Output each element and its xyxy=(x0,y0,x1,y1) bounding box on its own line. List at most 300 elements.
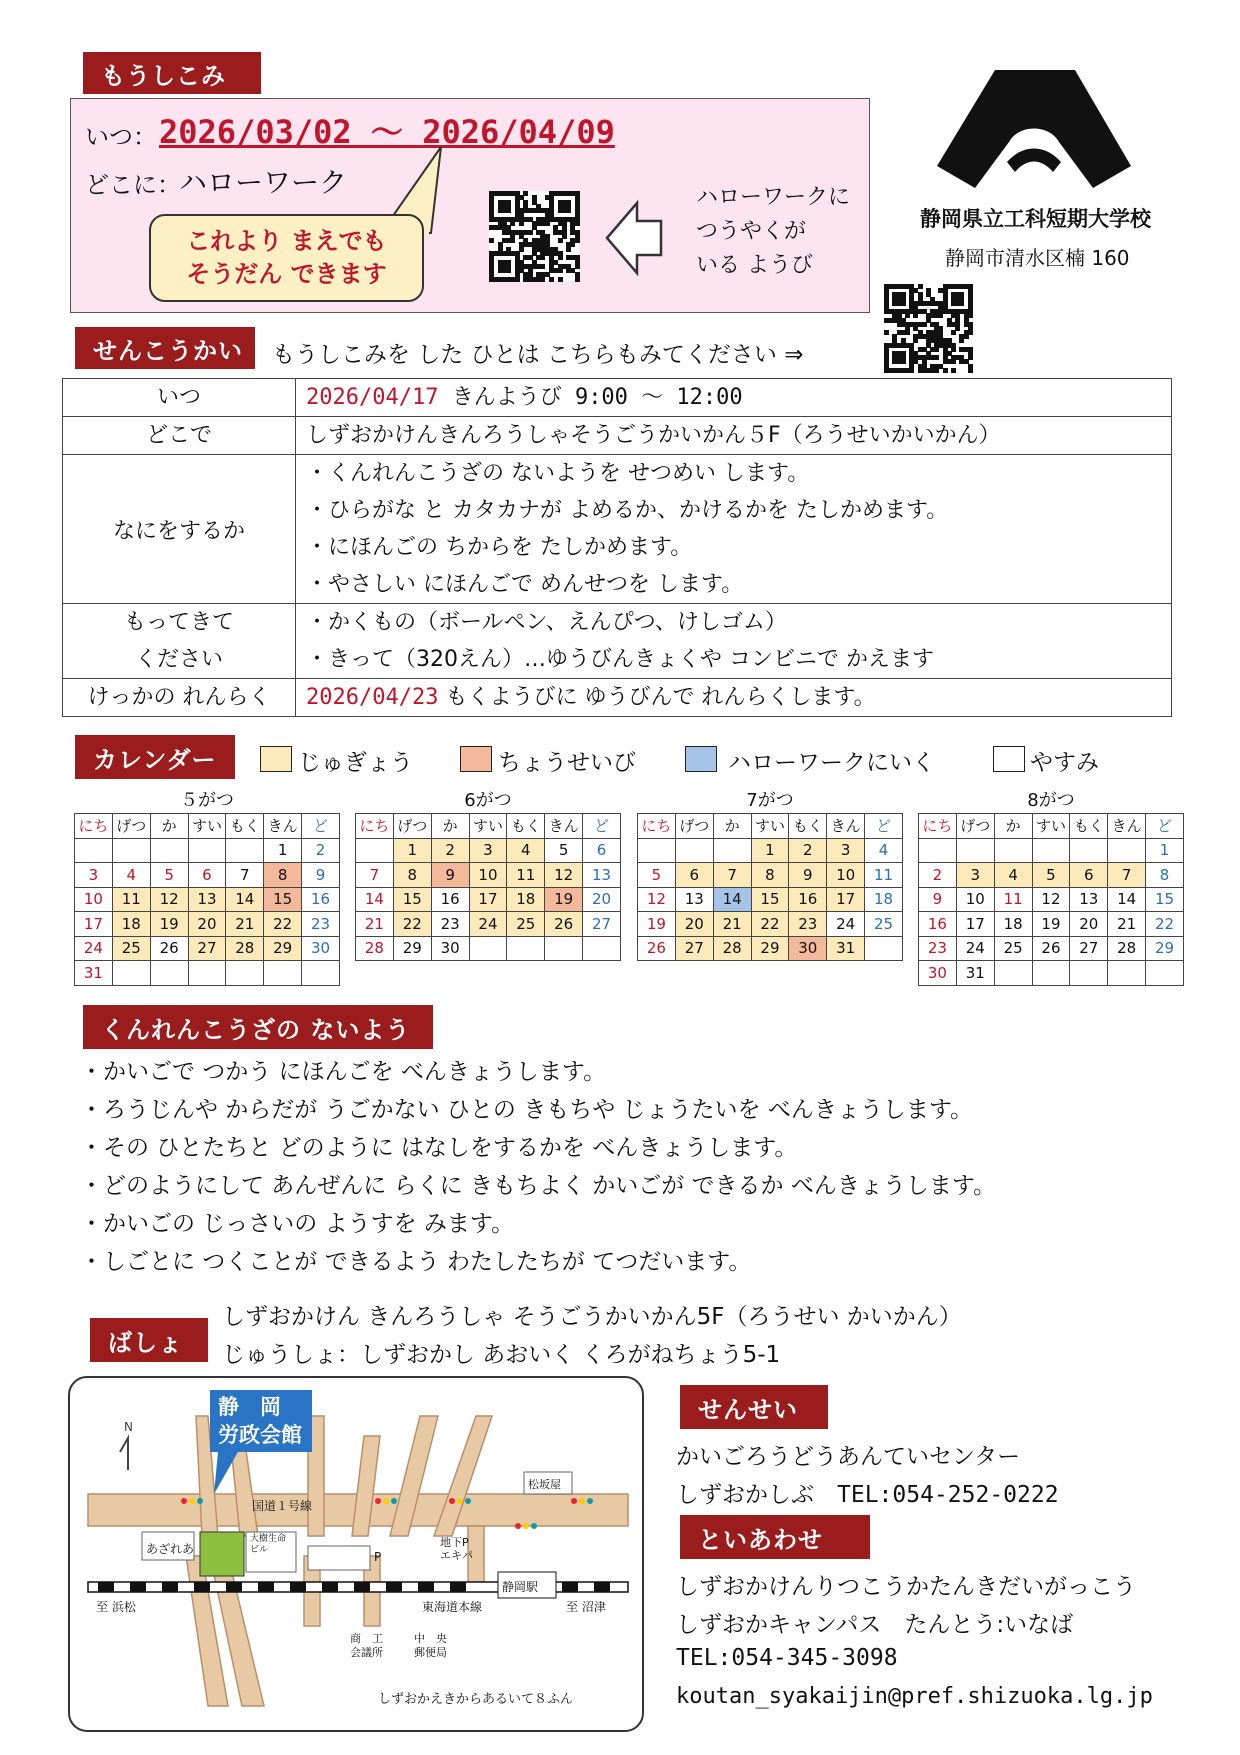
calendar-day: 2 xyxy=(789,838,827,863)
bring-value xyxy=(296,604,1172,679)
session-date: 2026/04/17 xyxy=(306,385,439,410)
calendar-day: 30 xyxy=(789,936,827,961)
what-item-1: ・くんれんこうざの ないようを せつめい します。 xyxy=(306,461,810,486)
apply-where-label: どこに： xyxy=(85,171,181,199)
calendar-day: 19 xyxy=(1032,912,1070,937)
calendar-day xyxy=(469,936,507,961)
calendar-day xyxy=(865,936,903,961)
qr-module xyxy=(943,368,948,373)
qr-module xyxy=(951,368,956,373)
calendar-day: 13 xyxy=(583,863,621,888)
result-date: 2026/04/23 xyxy=(306,685,439,710)
legend-off-label: やすみ xyxy=(1030,750,1099,776)
calendar-day: 1 xyxy=(264,838,302,863)
qr-module xyxy=(959,338,964,343)
map-matsuzakaya: 松坂屋 xyxy=(528,1478,561,1491)
qr-module xyxy=(545,221,550,226)
calendar-day: 6 xyxy=(583,838,621,863)
contact-tag: といあわせ xyxy=(680,1515,870,1559)
calendar-tag: カレンダー xyxy=(75,735,235,779)
calendar-day: 6 xyxy=(188,863,226,888)
calendar-month xyxy=(637,789,903,961)
place-line-1: しずおかけん きんろうしゃ そうごうかいかん5F（ろうせい かいかん） xyxy=(222,1304,962,1330)
calendar-day: 22 xyxy=(1146,912,1184,937)
map-parking: P xyxy=(374,1550,382,1564)
calendar-day: 4 xyxy=(994,863,1032,888)
calendar-day: 16 xyxy=(431,887,469,912)
calendar-day xyxy=(919,838,957,863)
calendar-day: 13 xyxy=(675,887,713,912)
teacher-line-2: しずおかしぶ TEL:054-252-0222 xyxy=(676,1482,1059,1508)
hellowork-note-2: つうやくが xyxy=(696,219,807,244)
map-to-numazu: 至 沼津 xyxy=(566,1600,606,1614)
calendar-day: 8 xyxy=(751,863,789,888)
map-chamber xyxy=(350,1632,383,1660)
course-item: ・その ひとたちと どのように はなしをするかを べんきょうします。 xyxy=(80,1135,798,1161)
calendar-day xyxy=(188,961,226,986)
calendar-day: 22 xyxy=(751,912,789,937)
calendar-day: 25 xyxy=(865,912,903,937)
legend-off-swatch xyxy=(993,746,1025,772)
weekday-header: きん xyxy=(827,814,865,839)
calendar-day xyxy=(994,961,1032,986)
qr-module xyxy=(938,313,943,318)
calendar-day: 24 xyxy=(827,912,865,937)
calendar-day: 1 xyxy=(751,838,789,863)
calendar-day: 30 xyxy=(919,961,957,986)
session-tag: せんこうかい xyxy=(75,327,255,369)
calendar-day xyxy=(956,838,994,863)
calendar-day: 18 xyxy=(112,912,150,937)
legend-adjust-swatch xyxy=(460,746,492,772)
weekday-header: げつ xyxy=(956,814,994,839)
map-underground-2: エキパ xyxy=(440,1549,473,1562)
calendar-day: 10 xyxy=(956,887,994,912)
bubble-line-1: これより まえでも xyxy=(186,227,387,255)
calendar-day: 24 xyxy=(956,936,994,961)
calendar-month-title: ５がつ xyxy=(180,790,234,811)
calendar-month xyxy=(918,789,1184,986)
qr-module xyxy=(540,277,545,282)
calendar-day: 22 xyxy=(264,912,302,937)
weekday-header: もく xyxy=(789,814,827,839)
map-building-label xyxy=(218,1393,302,1449)
calendar-day: 25 xyxy=(112,936,150,961)
weekday-header: げつ xyxy=(393,814,431,839)
calendar-day: 14 xyxy=(1108,887,1146,912)
calendar-day: 21 xyxy=(1108,912,1146,937)
calendar-day: 2 xyxy=(431,838,469,863)
calendar-day: 7 xyxy=(1108,863,1146,888)
calendar-day: 29 xyxy=(1146,936,1184,961)
calendar-day: 11 xyxy=(994,887,1032,912)
map-walk: しずおかえきからあるいて８ふん xyxy=(378,1692,574,1707)
hellowork-note-1: ハローワークに xyxy=(696,185,851,210)
weekday-header: きん xyxy=(264,814,302,839)
calendar-day: 7 xyxy=(713,863,751,888)
calendar-day xyxy=(1032,961,1070,986)
calendar-day xyxy=(545,936,583,961)
school-name: 静岡県立工科短期大学校 xyxy=(920,207,1151,231)
calendar-day xyxy=(226,961,264,986)
calendar-day: 7 xyxy=(226,863,264,888)
calendar-day: 13 xyxy=(1070,887,1108,912)
calendar-day: 5 xyxy=(545,838,583,863)
shizuoka-prefecture-logo-icon xyxy=(935,62,1133,194)
calendar-day: 8 xyxy=(1146,863,1184,888)
calendar-day: 17 xyxy=(827,887,865,912)
qr-module xyxy=(558,268,563,273)
calendar-day: 3 xyxy=(827,838,865,863)
place-line-2: じゅうしょ：しずおかし あおいく くろがねちょう5-1 xyxy=(222,1342,781,1368)
contact-email[interactable]: koutan_syakaijin@pref.shizuoka.lg.jp xyxy=(676,1684,1153,1709)
calendar-day: 11 xyxy=(112,887,150,912)
calendar-day xyxy=(264,961,302,986)
map-building-label-1: 静 岡 xyxy=(218,1395,281,1419)
contact-line-2: しずおかキャンパス たんとう:いなば xyxy=(676,1612,1074,1638)
calendar-day xyxy=(112,838,150,863)
session-info-table xyxy=(62,378,1172,717)
calendar-day: 27 xyxy=(583,912,621,937)
calendar-day: 4 xyxy=(112,863,150,888)
course-tag: くんれんこうざの ないよう xyxy=(83,1005,433,1049)
qr-module xyxy=(562,234,567,239)
calendar-day: 20 xyxy=(583,887,621,912)
qr-module xyxy=(905,330,910,335)
calendar-day: 21 xyxy=(713,912,751,937)
course-item: ・かいごで つかう にほんごを べんきょうします。 xyxy=(80,1059,607,1085)
qr-module xyxy=(510,238,515,243)
qr-module xyxy=(570,242,575,247)
session-intro: もうしこみを した ひとは こちらもみてください ⇒ xyxy=(272,342,804,368)
calendar-day: 10 xyxy=(469,863,507,888)
qr-module xyxy=(575,277,580,282)
calendar-day: 23 xyxy=(789,912,827,937)
place-tag: ばしょ xyxy=(90,1318,208,1362)
weekday-header: すい xyxy=(751,814,789,839)
qr-module xyxy=(968,368,973,373)
qr-module xyxy=(884,330,889,335)
calendar-day xyxy=(1146,961,1184,986)
calendar-day xyxy=(1108,961,1146,986)
calendar-day: 25 xyxy=(994,936,1032,961)
qr-module xyxy=(901,359,906,364)
calendar-day: 12 xyxy=(545,863,583,888)
qr-module xyxy=(523,191,528,196)
qr-module xyxy=(575,264,580,269)
when-header: いつ xyxy=(63,379,296,417)
apply-tag: もうしこみ xyxy=(83,52,261,94)
weekday-header: にち xyxy=(75,814,113,839)
weekday-header: か xyxy=(994,814,1032,839)
calendar-day: 24 xyxy=(75,936,113,961)
map-to-hamamatsu: 至 浜松 xyxy=(96,1600,136,1614)
calendar-day: 26 xyxy=(638,936,676,961)
calendar-day: 9 xyxy=(919,887,957,912)
calendar-day: 29 xyxy=(393,936,431,961)
weekday-header: にち xyxy=(919,814,957,839)
qr-module xyxy=(489,238,494,243)
map-post xyxy=(414,1632,447,1660)
map-daiju xyxy=(250,1534,286,1556)
calendar-day: 8 xyxy=(393,863,431,888)
course-item: ・しごとに つくことが できるよう わたしたちが てつだいます。 xyxy=(80,1249,752,1275)
weekday-header: きん xyxy=(1108,814,1146,839)
calendar-day: 18 xyxy=(507,887,545,912)
weekday-header: ど xyxy=(583,814,621,839)
calendar-day: 18 xyxy=(994,912,1032,937)
where-value: しずおかけんきんろうしゃそうごうかいかん５F（ろうせいかいかん） xyxy=(296,417,1172,455)
calendar-day: 6 xyxy=(675,863,713,888)
calendar-day: 5 xyxy=(150,863,188,888)
calendar-day xyxy=(994,838,1032,863)
weekday-header: もく xyxy=(226,814,264,839)
calendar-day: 5 xyxy=(1032,863,1070,888)
calendar-day: 6 xyxy=(1070,863,1108,888)
legend-class-label: じゅぎょう xyxy=(298,750,413,776)
calendar-day: 23 xyxy=(302,912,340,937)
calendar-day xyxy=(583,936,621,961)
hellowork-note xyxy=(696,181,850,283)
qr-module xyxy=(519,221,524,226)
calendar-day: 7 xyxy=(356,863,394,888)
calendar-month-title: 7がつ xyxy=(746,790,794,811)
weekday-header: げつ xyxy=(675,814,713,839)
calendar-day: 27 xyxy=(1070,936,1108,961)
calendar-day xyxy=(188,838,226,863)
calendar-day: 3 xyxy=(469,838,507,863)
what-value xyxy=(296,455,1172,604)
calendar-day: 23 xyxy=(919,936,957,961)
calendar-day: 13 xyxy=(188,887,226,912)
calendar-day: 16 xyxy=(919,912,957,937)
what-item-4: ・やさしい にほんごで めんせつを します。 xyxy=(306,572,744,597)
qr-module xyxy=(934,368,939,373)
teacher-tag: せんせい xyxy=(680,1385,828,1429)
calendar-day: 31 xyxy=(75,961,113,986)
weekday-header: もく xyxy=(1070,814,1108,839)
calendar-month xyxy=(74,789,340,986)
weekday-header: げつ xyxy=(112,814,150,839)
calendar-day: 20 xyxy=(188,912,226,937)
qr-module xyxy=(540,264,545,269)
weekday-header: すい xyxy=(1032,814,1070,839)
qr-module xyxy=(934,347,939,352)
map-tokaido: 東海道本線 xyxy=(422,1600,483,1614)
weekday-header: にち xyxy=(638,814,676,839)
contact-tel: TEL:054-345-3098 xyxy=(676,1645,898,1671)
weekday-header: もく xyxy=(507,814,545,839)
qr-module xyxy=(566,208,571,213)
calendar-day: 28 xyxy=(356,936,394,961)
qr-module xyxy=(901,301,906,306)
calendar-day: 26 xyxy=(545,912,583,937)
calendar-day: 15 xyxy=(1146,887,1184,912)
weekday-header: きん xyxy=(545,814,583,839)
bring-header-1: もってきて xyxy=(123,610,234,635)
calendar-day: 28 xyxy=(1108,936,1146,961)
calendar-day: 26 xyxy=(150,936,188,961)
calendar-day xyxy=(356,838,394,863)
qr-module xyxy=(959,301,964,306)
calendar-day: 4 xyxy=(507,838,545,863)
qr-module xyxy=(506,268,511,273)
qr-module xyxy=(540,255,545,260)
hellowork-qr-code[interactable] xyxy=(489,191,579,281)
qr-module xyxy=(510,221,515,226)
when-value xyxy=(296,379,1172,417)
calendar-day: 3 xyxy=(75,863,113,888)
qr-module xyxy=(558,238,563,243)
calendar-day xyxy=(302,961,340,986)
apply-when-value: 2026/03/02 ～ 2026/04/09 xyxy=(159,113,615,151)
qr-module xyxy=(549,277,554,282)
calendar-day xyxy=(638,838,676,863)
where-header: どこで xyxy=(63,417,296,455)
qr-module xyxy=(575,221,580,226)
calendar-day: 19 xyxy=(150,912,188,937)
calendar-day: 1 xyxy=(393,838,431,863)
apply-when-label: いつ： xyxy=(85,123,157,151)
calendar-day xyxy=(150,961,188,986)
course-item: ・かいごの じっさいの ようすを みます。 xyxy=(80,1211,515,1237)
calendar-day: 9 xyxy=(789,863,827,888)
calendar-day: 26 xyxy=(1032,936,1070,961)
calendar-day: 2 xyxy=(302,838,340,863)
calendar-day: 20 xyxy=(1070,912,1108,937)
calendar-day: 1 xyxy=(1146,838,1184,863)
bring-header-2: ください xyxy=(134,647,223,672)
calendar-day: 14 xyxy=(713,887,751,912)
map-building-label-2: 労政会館 xyxy=(218,1423,302,1447)
calendar-day: 21 xyxy=(226,912,264,937)
result-header: けっかの れんらく xyxy=(63,679,296,717)
qr-module xyxy=(506,208,511,213)
course-item: ・ろうじんや からだが うごかない ひとの きもちや じょうたいを べんきょうします。 xyxy=(80,1097,974,1123)
calendar-day: 29 xyxy=(264,936,302,961)
session-qr-code[interactable] xyxy=(884,284,972,372)
qr-module xyxy=(951,359,956,364)
map-chamber-1: 商 工 xyxy=(350,1632,383,1645)
school-address: 静岡市清水区楠 160 xyxy=(945,246,1130,270)
calendar-day: 28 xyxy=(226,936,264,961)
calendar-day xyxy=(150,838,188,863)
calendar-day: 17 xyxy=(75,912,113,937)
calendar-day: 12 xyxy=(1032,887,1070,912)
hellowork-note-3: いる ようび xyxy=(696,253,813,278)
calendar-day xyxy=(1032,838,1070,863)
qr-module xyxy=(913,313,918,318)
calendar-month-title: 6がつ xyxy=(464,790,512,811)
calendar-day: 4 xyxy=(865,838,903,863)
calendar-day: 27 xyxy=(675,936,713,961)
weekday-header: か xyxy=(713,814,751,839)
calendar-day: 14 xyxy=(226,887,264,912)
what-item-3: ・にほんごの ちからを たしかめます。 xyxy=(306,535,693,560)
calendar-day xyxy=(112,961,150,986)
qr-module xyxy=(558,277,563,282)
apply-where-value: ハローワーク xyxy=(179,166,348,199)
calendar-day xyxy=(1070,961,1108,986)
bring-item-1: ・かくもの（ボールペン、えんぴつ、けしゴム） xyxy=(306,610,787,635)
calendar-day: 31 xyxy=(827,936,865,961)
calendar-day xyxy=(675,838,713,863)
weekday-header: にち xyxy=(356,814,394,839)
calendar-day: 30 xyxy=(302,936,340,961)
calendar-day: 17 xyxy=(956,912,994,937)
calendar-day: 19 xyxy=(545,887,583,912)
qr-module xyxy=(528,230,533,235)
calendar-month xyxy=(355,789,621,961)
qr-module xyxy=(515,277,520,282)
calendar-day: 9 xyxy=(431,863,469,888)
calendar-day xyxy=(713,838,751,863)
consult-bubble xyxy=(149,214,424,302)
calendar-day: 14 xyxy=(356,887,394,912)
calendar-day: 15 xyxy=(264,887,302,912)
calendar-day: 31 xyxy=(956,961,994,986)
bubble-line-2: そうだん できます xyxy=(186,260,387,288)
legend-adjust-label: ちょうせいび xyxy=(498,750,636,776)
what-item-2: ・ひらがな と カタカナが よめるか、かけるかを たしかめます。 xyxy=(306,498,949,523)
calendar-day: 16 xyxy=(302,887,340,912)
calendar-day xyxy=(1070,838,1108,863)
legend-class-swatch xyxy=(260,746,292,772)
weekday-header: か xyxy=(431,814,469,839)
calendar-day: 27 xyxy=(188,936,226,961)
map-post-2: 郵便局 xyxy=(414,1646,447,1659)
calendar-day: 25 xyxy=(507,912,545,937)
map-underground xyxy=(440,1536,473,1562)
calendar-day: 15 xyxy=(751,887,789,912)
session-time: きんようび 9:00 ～ 12:00 xyxy=(438,385,743,410)
bring-header xyxy=(63,604,296,679)
map-azarea: あざれあ xyxy=(146,1542,195,1556)
calendar-day: 21 xyxy=(356,912,394,937)
calendar-day: 5 xyxy=(638,863,676,888)
map-station: 静岡駅 xyxy=(502,1580,539,1594)
map-underground-1: 地下P xyxy=(440,1536,469,1549)
qr-module xyxy=(922,322,927,327)
result-text: もくようびに ゆうびんで れんらくします。 xyxy=(438,685,876,710)
calendar-day xyxy=(507,936,545,961)
calendar-day xyxy=(226,838,264,863)
calendar-day: 15 xyxy=(393,887,431,912)
qr-module xyxy=(951,330,956,335)
calendar-day: 12 xyxy=(150,887,188,912)
weekday-header: すい xyxy=(469,814,507,839)
weekday-header: ど xyxy=(302,814,340,839)
calendar-month-title: 8がつ xyxy=(1027,790,1075,811)
qr-module xyxy=(575,238,580,243)
legend-hellowork-label: ハローワークにいく xyxy=(728,750,935,776)
calendar-day: 3 xyxy=(956,863,994,888)
what-header: なにをするか xyxy=(63,455,296,604)
map-daiju-1: 大樹生命 xyxy=(250,1534,287,1544)
calendar-day: 10 xyxy=(827,863,865,888)
qr-module xyxy=(909,368,914,373)
calendar-day: 11 xyxy=(507,863,545,888)
calendar-day: 12 xyxy=(638,887,676,912)
legend-hellowork-swatch xyxy=(685,746,717,772)
weekday-header: すい xyxy=(188,814,226,839)
map-chamber-2: 会議所 xyxy=(350,1646,383,1659)
result-value xyxy=(296,679,1172,717)
qr-module xyxy=(934,355,939,360)
calendar-day: 17 xyxy=(469,887,507,912)
calendar-day: 8 xyxy=(264,863,302,888)
qr-module xyxy=(558,255,563,260)
